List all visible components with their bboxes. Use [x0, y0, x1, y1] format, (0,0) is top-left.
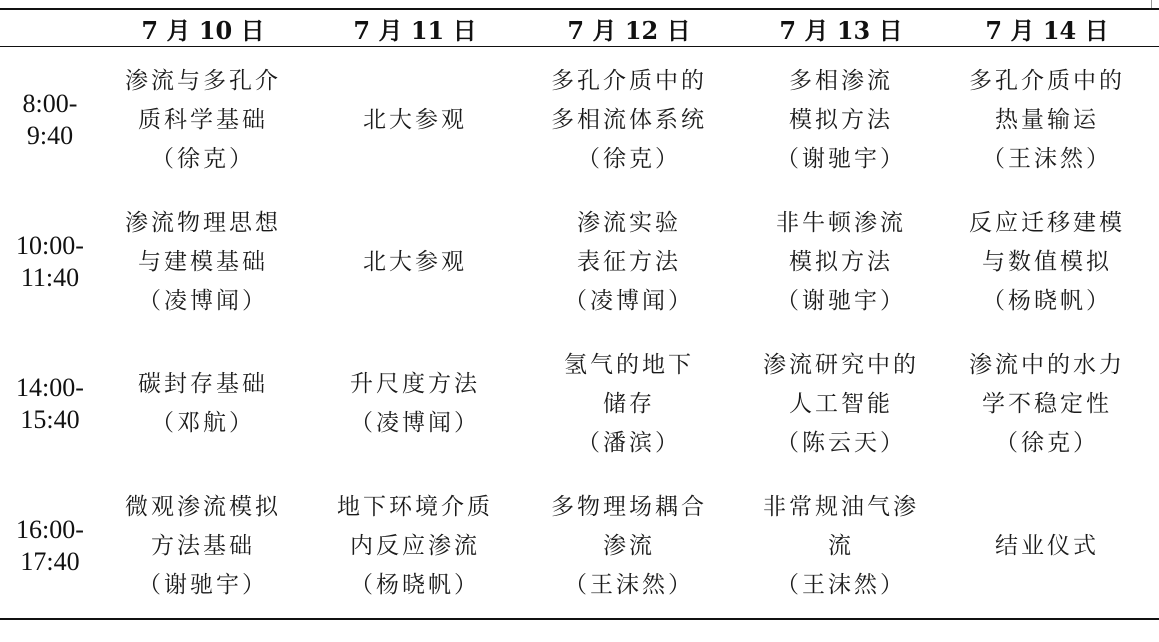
session-cell: 北大参观 [363, 106, 467, 133]
day-header-jul-12: 7 月 12 日 [567, 15, 691, 45]
session-cell: 多相渗流 模拟方法 （谢驰宇） [776, 67, 906, 172]
day-header-jul-11: 7 月 11 日 [353, 15, 477, 45]
session-cell: 渗流实验 表征方法 （凌博闻） [564, 209, 694, 314]
session-cell: 反应迁移建模 与数值模拟 （杨晓帆） [969, 209, 1125, 314]
session-cell: 升尺度方法 （凌博闻） [350, 371, 480, 436]
session-cell: 渗流物理思想 与建模基础 （凌博闻） [125, 209, 281, 314]
time-slot: 16:00- 17:40 [16, 515, 84, 576]
session-cell: 氢气的地下 储存 （潘滨） [564, 351, 694, 456]
session-cell: 多物理场耦合 渗流 （王沫然） [551, 493, 707, 598]
table-bottom-rule [0, 618, 1159, 620]
session-cell: 微观渗流模拟 方法基础 （谢驰宇） [125, 493, 281, 598]
time-slot: 14:00- 15:40 [16, 373, 84, 434]
time-slot: 8:00- 9:40 [22, 89, 78, 150]
day-header-jul-13: 7 月 13 日 [779, 15, 903, 45]
session-cell: 非牛顿渗流 模拟方法 （谢驰宇） [776, 209, 906, 314]
session-cell: 渗流研究中的 人工智能 （陈云天） [763, 351, 919, 456]
session-cell: 非常规油气渗 流 （王沫然） [763, 493, 919, 598]
day-header-jul-10: 7 月 10 日 [141, 15, 265, 45]
session-cell: 北大参观 [363, 248, 467, 275]
session-cell: 地下环境介质 内反应渗流 （杨晓帆） [337, 493, 493, 598]
session-cell: 渗流中的水力 学不稳定性 （徐克） [969, 351, 1125, 456]
session-cell: 多孔介质中的 热量输运 （王沫然） [969, 67, 1125, 172]
session-cell: 渗流与多孔介 质科学基础 （徐克） [125, 67, 281, 172]
session-cell: 多孔介质中的 多相流体系统 （徐克） [551, 67, 707, 172]
session-cell: 结业仪式 [995, 532, 1099, 559]
session-cell: 碳封存基础 （邓航） [138, 371, 268, 436]
corner-tick [1151, 0, 1152, 8]
day-header-jul-14: 7 月 14 日 [985, 15, 1109, 45]
time-slot: 10:00- 11:40 [16, 231, 84, 292]
table-header-rule [0, 46, 1159, 47]
